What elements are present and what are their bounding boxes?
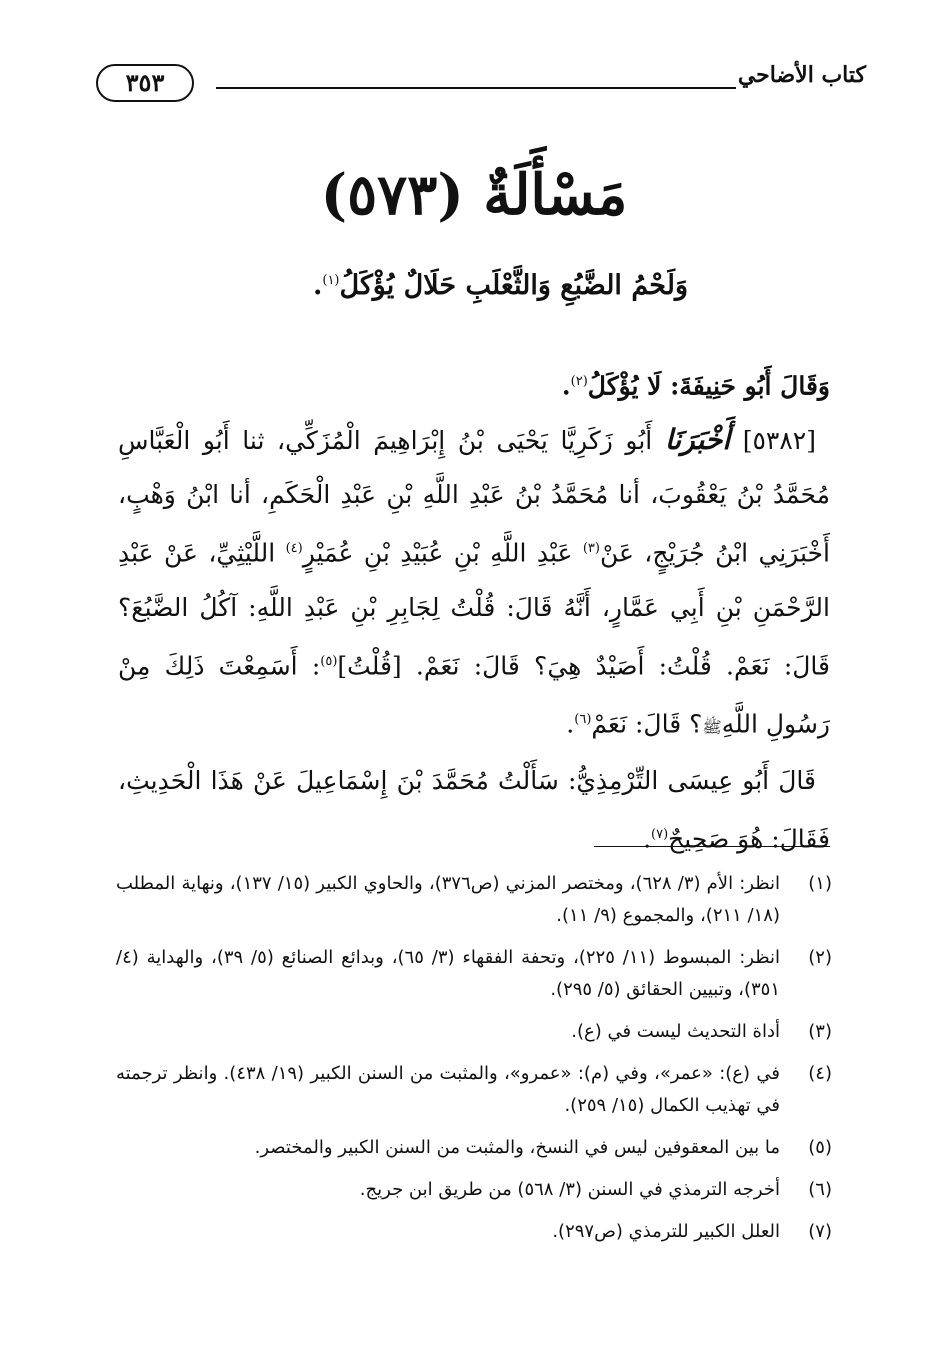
footnote-text: ما بين المعقوفين ليس في النسخ، والمثبت من السنن الكبير والمختصر.	[254, 1137, 780, 1158]
footnote-number: (٦)	[808, 1179, 832, 1200]
statement-end: .	[312, 270, 323, 301]
footnote-item	[116, 1216, 832, 1248]
footnote-text: انظر: المبسوط (١١/ ٢٢٥)، وتحفة الفقهاء (٣/ ٦٥)، وبدائع الصنائع (٥/ ٣٩)، والهداية (٤/ ٣٥١)، وتبيين الحقائق (٥/ ٢٩٥).	[116, 947, 780, 1000]
p3-text: قَالَ أَبُو عِيسَى التِّرْمِذِيُّ: سَأَلْتُ مُحَمَّدَ بْنَ إِسْمَاعِيلَ عَنْ هَذَا الْحَدِيثِ، فَقَالَ: هُوَ صَحِيحٌ	[118, 766, 830, 854]
footnote-ref: (٢)	[570, 374, 588, 389]
paragraph-abu-hanifa	[118, 355, 830, 413]
page-header	[96, 62, 866, 108]
p1-end: .	[561, 371, 571, 401]
footnote-item	[116, 868, 832, 932]
p3-end: .	[643, 824, 652, 854]
footnote-ref: (١)	[322, 273, 340, 288]
running-head-title: كتاب الأضاحي	[737, 62, 866, 88]
footnote-item	[116, 942, 832, 1006]
footnote-number: (٣)	[808, 1021, 832, 1042]
footnote-number: (١)	[808, 873, 832, 894]
hadith-number: [٥٣٨٢]	[742, 426, 816, 456]
matn-text: : أَسَمِعْتَ ذَلِكَ مِنْ رَسُولِ اللَّهِ	[118, 650, 830, 739]
footnote-text: العلل الكبير للترمذي (ص٢٩٧).	[552, 1221, 780, 1242]
matn-text: اللَّيْثِيِّ، عَنْ عَبْدِ الرَّحْمَنِ بْنِ أَبِي عَمَّارٍ، أَنَّهُ قَالَ: قُلْتُ لِجَابِرِ بْنِ عَبْدِ اللَّهِ: آكُلُ الضَّبُعَ؟ قَالَ: نَعَمْ. قُلْتُ: أَصَيْدٌ هِيَ؟ قَالَ: نَعَمْ. [قُلْتُ]	[118, 538, 830, 680]
main-text	[118, 355, 830, 867]
masala-title: مَسْأَلَةٌ (٥٧٣)	[320, 162, 628, 228]
paragraph-hadith	[118, 413, 830, 754]
akhbarana-word: أَخْبَرَنَا	[664, 423, 731, 457]
footnote-ref: (٣)	[582, 541, 600, 557]
salawat-symbol: ﷺ	[702, 717, 722, 737]
footnote-number: (٥)	[808, 1137, 832, 1158]
footnote-ref: (٥)	[320, 653, 338, 669]
statement-text: وَلَحْمُ الضَّبُعِ وَالثَّعْلَبِ حَلَالٌ يُؤْكَلُ	[339, 270, 688, 301]
footnote-text: في (ع): «عمر»، وفي (م): «عمرو»، والمثبت من السنن الكبير (١٩/ ٤٣٨). وانظر ترجمته في تهذيب الكمال (١٥/ ٢٥٩).	[116, 1063, 780, 1116]
masala-statement	[313, 270, 688, 301]
paragraph-tirmidhi	[118, 754, 830, 866]
page-number: ٣٥٣	[96, 64, 194, 102]
header-rule	[216, 87, 736, 89]
footnote-text: انظر: الأم (٣/ ٦٢٨)، ومختصر المزني (ص٣٧٦)، والحاوي الكبير (١٥/ ١٣٧)، ونهاية المطلب (١٨/ ٢١١)، والمجموع (٩/ ١١).	[116, 873, 780, 926]
p1-text: وَقَالَ أَبُو حَنِيفَةَ: لَا يُؤْكَلُ	[587, 371, 830, 401]
footnote-item	[116, 1016, 832, 1048]
footnote-ref: (٧)	[651, 827, 669, 843]
footnote-number: (٧)	[808, 1221, 832, 1242]
footnote-item	[116, 1058, 832, 1122]
p2-end: .	[566, 709, 575, 739]
isnad-text: عَبْدِ اللَّهِ بْنِ عُبَيْدِ بْنِ عُمَيْرٍ	[302, 538, 573, 568]
footnote-text: أخرجه الترمذي في السنن (٣/ ٥٦٨) من طريق ابن جريج.	[359, 1179, 780, 1200]
footnote-number: (٤)	[808, 1063, 832, 1084]
footnote-item	[116, 1132, 832, 1164]
footnote-separator	[594, 846, 830, 847]
footnotes	[116, 868, 832, 1258]
footnote-text: أداة التحديث ليست في (ع).	[571, 1021, 780, 1042]
isnad-text: أَبُو زَكَرِيَّا يَحْيَى بْنُ إِبْرَاهِيمَ الْمُزَكِّي، ثنا أَبُو الْعَبَّاسِ مُحَمَّدُ بْنُ يَعْقُوبَ، أنا مُحَمَّدُ بْنُ عَبْدِ اللَّهِ بْنِ عَبْدِ الْحَكَمِ، أنا ابْنُ وَهْبٍ، أَخْبَرَنِي ابْنُ جُرَيْجٍ، عَنْ	[118, 426, 830, 568]
footnote-item	[116, 1174, 832, 1206]
footnote-number: (٢)	[808, 947, 832, 968]
footnote-ref: (٦)	[574, 711, 592, 727]
matn-text: ؟ قَالَ: نَعَمْ	[591, 709, 703, 739]
footnote-ref: (٤)	[285, 541, 303, 557]
